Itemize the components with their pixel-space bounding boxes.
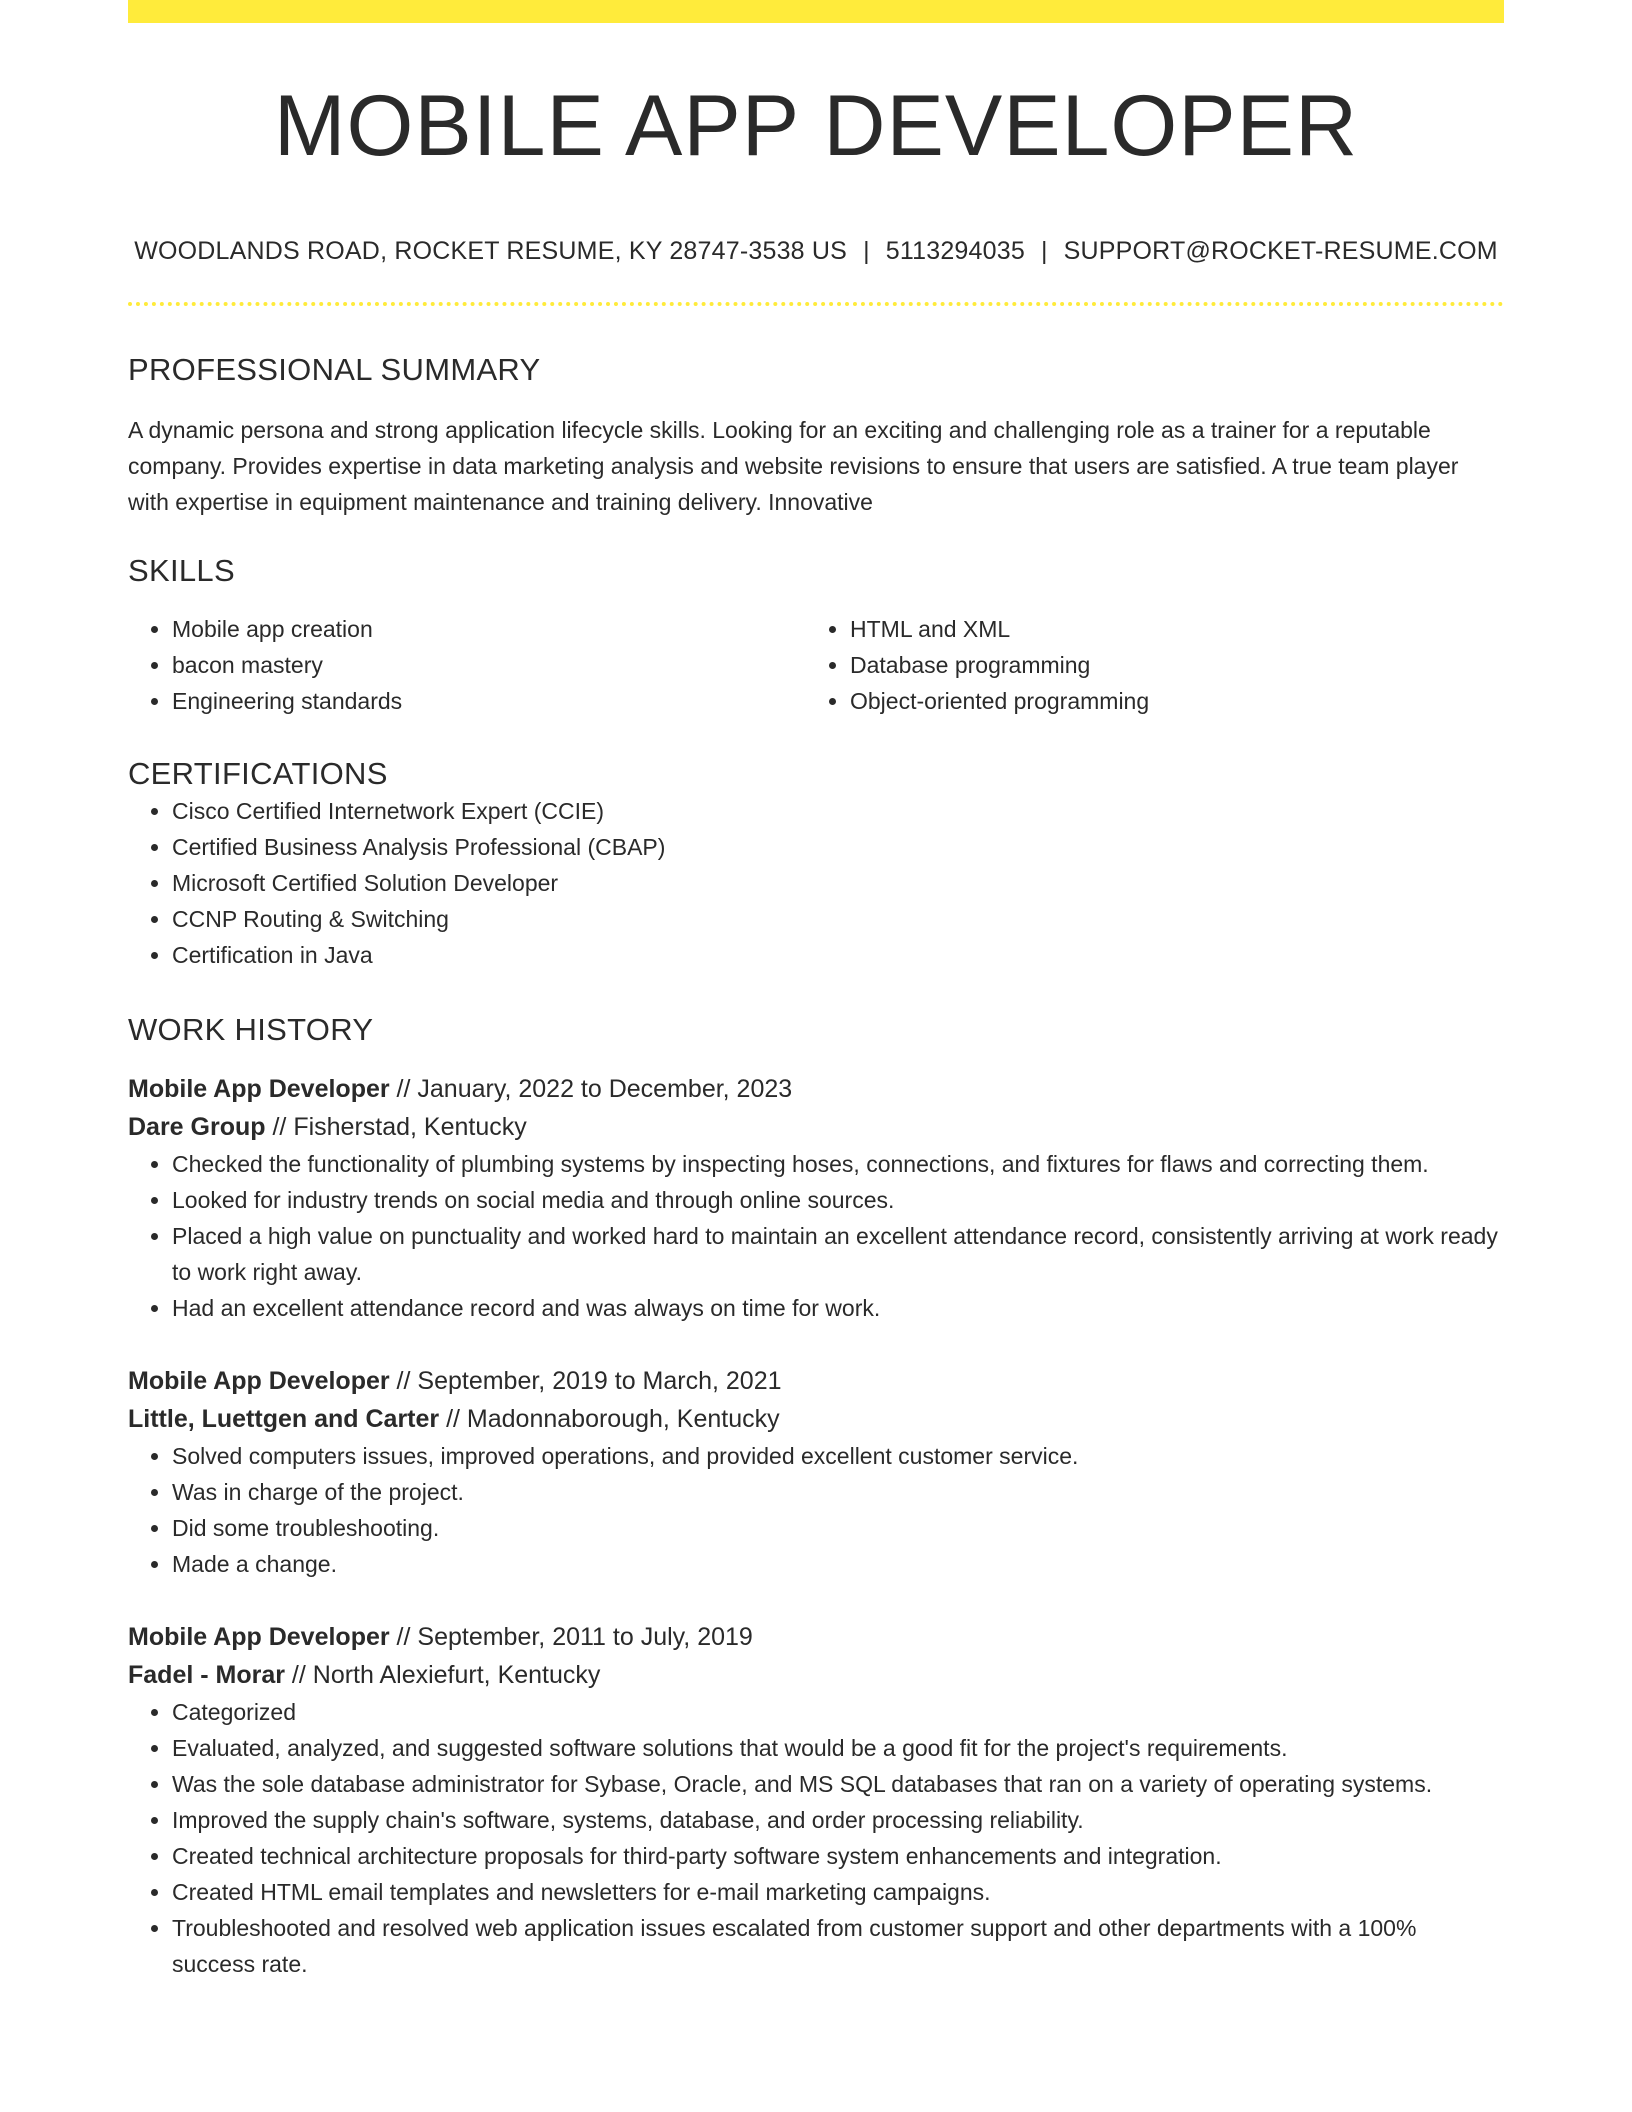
contact-phone: 5113294035	[885, 237, 1025, 265]
job-bullet: • Checked the functionality of plumbing systems by inspecting hoses, connections, and fixtures for flaws and correcting them.	[172, 1146, 1504, 1182]
skill-item: • Database programming	[850, 647, 1484, 683]
work-history-list	[128, 1070, 1504, 1982]
contact-separator: |	[863, 237, 870, 265]
skill-item: • bacon mastery	[172, 647, 806, 683]
job-role: Mobile App Developer	[128, 1366, 390, 1395]
job-role: Mobile App Developer	[128, 1074, 390, 1103]
contact-address: WOODLANDS ROAD, ROCKET RESUME, KY 28747-3538 US	[134, 237, 848, 265]
contact-email: SUPPORT@ROCKET-RESUME.COM	[1063, 237, 1498, 265]
job-company: Little, Luettgen and Carter	[128, 1404, 440, 1433]
job-location: // Madonnaborough, Kentucky	[439, 1404, 780, 1433]
job-dates: // September, 2019 to March, 2021	[389, 1366, 782, 1395]
skills-section-title: SKILLS	[128, 553, 235, 589]
job-bullet: • Had an excellent attendance record and was always on time for work.	[172, 1290, 1504, 1326]
skills-grid	[128, 611, 1504, 719]
job-bullet-list	[128, 1694, 1504, 1982]
job-entry	[128, 1618, 1504, 1982]
resume-name-heading: MOBILE APP DEVELOPER	[273, 78, 1359, 174]
resume-page	[128, 0, 1504, 1982]
job-bullet-list	[128, 1146, 1504, 1326]
certification-item: • CCNP Routing & Switching	[172, 901, 1504, 937]
job-bullet: • Improved the supply chain's software, systems, database, and order processing reliability.	[172, 1802, 1504, 1838]
certification-item: • Certified Business Analysis Professional (CBAP)	[172, 829, 1504, 865]
skills-right-list	[806, 611, 1484, 719]
job-bullet: • Was in charge of the project.	[172, 1474, 1504, 1510]
job-title-line	[128, 1362, 1504, 1400]
contact-line	[128, 237, 1504, 266]
accent-top-bar	[128, 0, 1504, 23]
skills-left-list	[128, 611, 806, 719]
job-company-line	[128, 1108, 1504, 1146]
certification-item: • Certification in Java	[172, 937, 1504, 973]
job-bullet: • Solved computers issues, improved operations, and provided excellent customer service.	[172, 1438, 1504, 1474]
job-location: // North Alexiefurt, Kentucky	[284, 1660, 601, 1689]
certifications-list	[128, 793, 1504, 973]
job-entry	[128, 1070, 1504, 1326]
job-bullet: • Categorized	[172, 1694, 1504, 1730]
skill-item: • HTML and XML	[850, 611, 1484, 647]
job-role: Mobile App Developer	[128, 1622, 390, 1651]
skill-item: • Engineering standards	[172, 683, 806, 719]
job-title-line	[128, 1070, 1504, 1108]
summary-section-title: PROFESSIONAL SUMMARY	[128, 352, 541, 387]
job-location: // Fisherstad, Kentucky	[265, 1112, 527, 1141]
job-company: Dare Group	[128, 1112, 266, 1141]
contact-separator: |	[1040, 237, 1048, 265]
skill-item: • Mobile app creation	[172, 611, 806, 647]
certification-item: • Microsoft Certified Solution Developer	[172, 865, 1504, 901]
summary-paragraph: A dynamic persona and strong application lifecycle skills. Looking for an exciting and challenging role as a trainer for a reputable company. Provides expertise in data marketing analysis and website revisions to ensure that users are satisfied. A true team player with expertise in equipment maintenance and training delivery. Innovative	[128, 417, 1459, 516]
certification-item: • Cisco Certified Internetwork Expert (CCIE)	[172, 793, 1504, 829]
job-bullet: • Did some troubleshooting.	[172, 1510, 1504, 1546]
job-company-line	[128, 1400, 1504, 1438]
dotted-divider	[128, 302, 1504, 306]
job-bullet: • Placed a high value on punctuality and worked hard to maintain an excellent attendance record, consistently arriving at work ready to work right away.	[172, 1218, 1504, 1290]
job-bullet: • Troubleshooted and resolved web application issues escalated from customer support and other departments with a 100% success rate.	[172, 1910, 1504, 1982]
job-bullet: • Created technical architecture proposals for third-party software system enhancements and integration.	[172, 1838, 1504, 1874]
job-bullet: • Was the sole database administrator for Sybase, Oracle, and MS SQL databases that ran on a variety of operating systems.	[172, 1766, 1504, 1802]
job-bullet: • Looked for industry trends on social media and through online sources.	[172, 1182, 1504, 1218]
job-dates: // September, 2011 to July, 2019	[389, 1622, 753, 1651]
work-history-section-title: WORK HISTORY	[128, 1011, 374, 1047]
job-company: Fadel - Morar	[128, 1660, 285, 1689]
job-bullet: • Evaluated, analyzed, and suggested software solutions that would be a good fit for the project's requirements.	[172, 1730, 1504, 1766]
job-title-line	[128, 1618, 1504, 1656]
skill-item: • Object-oriented programming	[850, 683, 1484, 719]
certifications-section-title: CERTIFICATIONS	[128, 756, 388, 792]
job-bullet-list	[128, 1438, 1504, 1582]
job-entry	[128, 1362, 1504, 1582]
job-bullet: • Created HTML email templates and newsletters for e-mail marketing campaigns.	[172, 1874, 1504, 1910]
job-dates: // January, 2022 to December, 2023	[389, 1074, 793, 1103]
job-bullet: • Made a change.	[172, 1546, 1504, 1582]
job-company-line	[128, 1656, 1504, 1694]
